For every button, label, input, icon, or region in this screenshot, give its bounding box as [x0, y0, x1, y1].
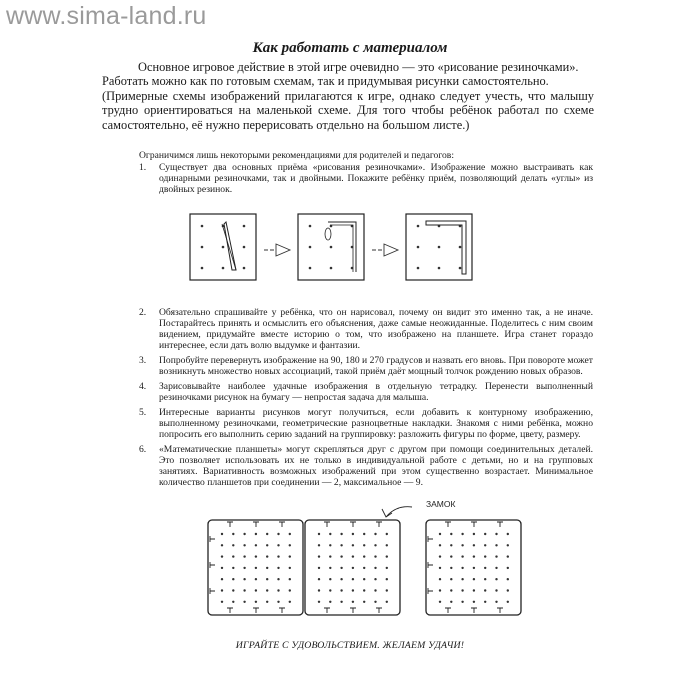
connector-peg [376, 608, 382, 613]
peg-hole [329, 601, 331, 603]
list-item [139, 307, 593, 351]
peg-hole [221, 533, 223, 535]
peg-hole [329, 567, 331, 569]
peg-hole [243, 589, 245, 591]
connector-peg [253, 608, 259, 613]
connector-peg [471, 608, 477, 613]
peg-hole [363, 567, 365, 569]
connector-peg [497, 608, 503, 613]
peg-hole [450, 601, 452, 603]
peg-hole [243, 601, 245, 603]
peg-hole [507, 533, 509, 535]
peg-hole [386, 544, 388, 546]
peg-hole [221, 544, 223, 546]
peg-hole [266, 567, 268, 569]
intro-paragraph [102, 60, 594, 132]
peg-hole [243, 567, 245, 569]
peg-hole [507, 555, 509, 557]
list-item [139, 162, 593, 195]
peg-hole [507, 544, 509, 546]
connector-peg [210, 536, 215, 542]
peg-hole [386, 578, 388, 580]
peg-hole [329, 578, 331, 580]
connector-peg [376, 522, 382, 527]
peg-hole [255, 589, 257, 591]
peg-hole [289, 601, 291, 603]
peg-hole [473, 589, 475, 591]
peg-hole [386, 555, 388, 557]
lock-label: ЗАМОК [426, 499, 456, 509]
connector-peg [227, 522, 233, 527]
peg-hole [318, 578, 320, 580]
peg-hole [266, 578, 268, 580]
peg-hole [450, 544, 452, 546]
connector-peg [210, 588, 215, 594]
connector-peg [350, 522, 356, 527]
peg-hole [484, 567, 486, 569]
peg-hole [243, 555, 245, 557]
peg-hole [255, 567, 257, 569]
list-item [139, 407, 593, 440]
peg-hole [232, 578, 234, 580]
peg-hole [318, 555, 320, 557]
peg-hole [507, 578, 509, 580]
connector-peg [428, 562, 433, 568]
peg-hole [232, 589, 234, 591]
peg-hole [277, 544, 279, 546]
peg-hole [243, 533, 245, 535]
peg-hole [289, 578, 291, 580]
peg-hole [352, 578, 354, 580]
peg-hole [450, 578, 452, 580]
peg-hole [439, 544, 441, 546]
peg-hole [374, 601, 376, 603]
peg-hole [473, 544, 475, 546]
item-text: Обязательно спрашивайте у ребёнка, что он нарисовал, почему он видит это именно так, а не иначе. Постарайтесь принять и осмыслить его объяснения, даже самые неожиданные. Поделитесь с ним своим видением, придумайте вместе историю о том, что изображено на планшете. Игра станет гораздо интереснее, если дать волю выдумке и фантазии. [159, 307, 593, 351]
peg-hole [221, 567, 223, 569]
connector-peg [324, 522, 330, 527]
peg-hole [386, 567, 388, 569]
peg-hole [266, 589, 268, 591]
joined-board-right [305, 520, 400, 615]
peg-hole [473, 533, 475, 535]
step-board-3 [406, 214, 472, 280]
item-number: 4. [139, 381, 147, 392]
arrow-icon [264, 244, 290, 256]
peg-hole [386, 533, 388, 535]
peg-hole [232, 544, 234, 546]
intro-line-2: Работать можно как по готовым схемам, так и придумывая рисунки самостоятельно. [102, 74, 549, 89]
connector-peg [279, 522, 285, 527]
peg-hole [374, 567, 376, 569]
peg-hole [340, 567, 342, 569]
peg-hole [277, 589, 279, 591]
peg-hole [289, 567, 291, 569]
arrow-icon [372, 244, 398, 256]
peg-hole [374, 555, 376, 557]
peg-hole [461, 589, 463, 591]
peg-hole [386, 589, 388, 591]
step-board-1 [190, 214, 256, 280]
peg-hole [450, 567, 452, 569]
peg-hole [374, 589, 376, 591]
peg-hole [461, 555, 463, 557]
peg-hole [277, 533, 279, 535]
peg-hole [340, 555, 342, 557]
peg-hole [221, 589, 223, 591]
peg-hole [221, 578, 223, 580]
peg-hole [495, 578, 497, 580]
peg-hole [232, 533, 234, 535]
watermark: www.sima-land.ru [6, 2, 207, 30]
peg-hole [232, 567, 234, 569]
peg-hole [255, 544, 257, 546]
peg-hole [507, 567, 509, 569]
peg-hole [329, 589, 331, 591]
peg-hole [495, 567, 497, 569]
peg-hole [374, 544, 376, 546]
peg-hole [221, 555, 223, 557]
connector-peg [471, 522, 477, 527]
peg-hole [495, 544, 497, 546]
peg-hole [439, 578, 441, 580]
peg-hole [352, 544, 354, 546]
peg-hole [329, 533, 331, 535]
peg-hole [318, 567, 320, 569]
peg-hole [473, 578, 475, 580]
peg-hole [484, 544, 486, 546]
peg-hole [277, 578, 279, 580]
connector-peg [227, 608, 233, 613]
peg-hole [352, 589, 354, 591]
peg-hole [363, 601, 365, 603]
peg-hole [461, 567, 463, 569]
peg-hole [363, 555, 365, 557]
peg-hole [289, 533, 291, 535]
peg-hole [352, 567, 354, 569]
peg-hole [461, 544, 463, 546]
peg-hole [289, 555, 291, 557]
peg-hole [473, 567, 475, 569]
connected-boards-illustration [200, 495, 540, 625]
rubber-band-steps-illustration [180, 208, 500, 288]
peg-hole [386, 601, 388, 603]
peg-hole [439, 589, 441, 591]
peg-hole [289, 544, 291, 546]
peg-hole [484, 578, 486, 580]
item-number: 1. [139, 162, 147, 173]
item-number: 5. [139, 407, 147, 418]
peg-hole [461, 578, 463, 580]
peg-hole [255, 601, 257, 603]
item-number: 2. [139, 307, 147, 318]
connector-peg [445, 608, 451, 613]
single-board [426, 520, 521, 615]
connector-peg [497, 522, 503, 527]
connector-peg [428, 536, 433, 542]
peg-hole [484, 601, 486, 603]
peg-hole [340, 533, 342, 535]
step-board-2 [298, 214, 364, 280]
peg-hole [374, 578, 376, 580]
peg-hole [329, 544, 331, 546]
peg-hole [340, 578, 342, 580]
peg-hole [243, 578, 245, 580]
peg-hole [495, 555, 497, 557]
peg-hole [266, 544, 268, 546]
peg-hole [363, 544, 365, 546]
peg-hole [495, 589, 497, 591]
peg-hole [340, 601, 342, 603]
peg-hole [329, 555, 331, 557]
peg-hole [484, 555, 486, 557]
peg-hole [266, 533, 268, 535]
footer-wish: ИГРАЙТЕ С УДОВОЛЬСТВИЕМ. ЖЕЛАЕМ УДАЧИ! [235, 640, 465, 651]
peg-hole [340, 589, 342, 591]
peg-hole [352, 601, 354, 603]
peg-hole [439, 601, 441, 603]
connector-peg [324, 608, 330, 613]
peg-hole [221, 601, 223, 603]
connector-peg [445, 522, 451, 527]
peg-hole [352, 555, 354, 557]
peg-hole [450, 533, 452, 535]
item-number: 3. [139, 355, 147, 366]
recommendations-lead: Ограничимся лишь некоторыми рекомендациями для родителей и педагогов: [139, 150, 455, 161]
list-item [139, 355, 593, 377]
item-number: 6. [139, 444, 147, 455]
connector-peg [350, 608, 356, 613]
peg-hole [318, 533, 320, 535]
intro-line-1: Основное игровое действие в этой игре очевидно — это «рисование резиночками». [138, 60, 579, 74]
peg-hole [363, 589, 365, 591]
page-title: Как работать с материалом [252, 40, 448, 56]
recommendations [139, 150, 593, 488]
connector-peg [428, 588, 433, 594]
peg-hole [484, 589, 486, 591]
peg-hole [484, 533, 486, 535]
item-text: Интересные варианты рисунков могут получиться, если добавить к контурному изображению, выполненному резиночками, геометрические разноцветные накладки. Знакомя с ними ребёнка, можно попросить его выполнить серию заданий на группировку: разложить фигуры по форме, цвету, размеру. [159, 407, 593, 440]
peg-hole [277, 555, 279, 557]
peg-hole [461, 601, 463, 603]
joined-board-left [208, 520, 303, 615]
peg-hole [318, 601, 320, 603]
peg-hole [473, 555, 475, 557]
connector-peg [210, 562, 215, 568]
peg-hole [277, 567, 279, 569]
peg-hole [439, 567, 441, 569]
connector-peg [279, 608, 285, 613]
peg-hole [352, 533, 354, 535]
peg-hole [507, 601, 509, 603]
peg-hole [243, 544, 245, 546]
peg-hole [374, 533, 376, 535]
list-item [139, 444, 593, 488]
peg-hole [473, 601, 475, 603]
lock-callout [382, 499, 455, 517]
peg-hole [289, 589, 291, 591]
peg-hole [439, 533, 441, 535]
peg-hole [495, 601, 497, 603]
item-text: «Математические планшеты» могут скрепляться друг с другом при помощи соединительных деталей. Это позволяет использовать их не только в индивидуальной работе с детьми, но и на групповых занятиях. Вариативность возможных изображений при этом существенно возрастает. Минимальное количество планшетов при соединении — 2, максимальное — 9. [159, 444, 593, 488]
peg-hole [450, 555, 452, 557]
intro-line-3: (Примерные схемы изображений прилагаются к игре, однако следует учесть, что малышу трудно ориентироваться на маленькой схеме. Для того чтобы ребёнок работал по схеме самостоятельно, её нужно перерисовать отдельно на большом листе.) [102, 88, 594, 132]
item-text: Существует два основных приёма «рисования резиночками». Изображение можно выстраивать как одинарными резиночками, так и двойными. Покажите ребёнку приём, позволяющий делать «углы» из двойных резинок. [159, 162, 593, 195]
item-text: Попробуйте перевернуть изображение на 90, 180 и 270 градусов и назвать его вновь. При повороте может возникнуть множество новых ассоциаций, такой приём даёт мощный толчок рождению новых образов. [159, 355, 593, 377]
peg-hole [439, 555, 441, 557]
peg-hole [363, 533, 365, 535]
connector-peg [253, 522, 259, 527]
peg-hole [232, 601, 234, 603]
peg-hole [507, 589, 509, 591]
peg-hole [450, 589, 452, 591]
peg-hole [232, 555, 234, 557]
peg-hole [363, 578, 365, 580]
peg-hole [277, 601, 279, 603]
peg-hole [461, 533, 463, 535]
peg-hole [266, 601, 268, 603]
peg-hole [255, 533, 257, 535]
list-item [139, 381, 593, 403]
peg-hole [340, 544, 342, 546]
peg-hole [255, 578, 257, 580]
peg-hole [266, 555, 268, 557]
peg-hole [495, 533, 497, 535]
item-text: Зарисовывайте наиболее удачные изображения в отдельную тетрадку. Перенести выполненный резиночками рисунок на бумагу — непростая задача для малыша. [159, 381, 593, 403]
peg-hole [255, 555, 257, 557]
peg-hole [318, 589, 320, 591]
peg-hole [318, 544, 320, 546]
